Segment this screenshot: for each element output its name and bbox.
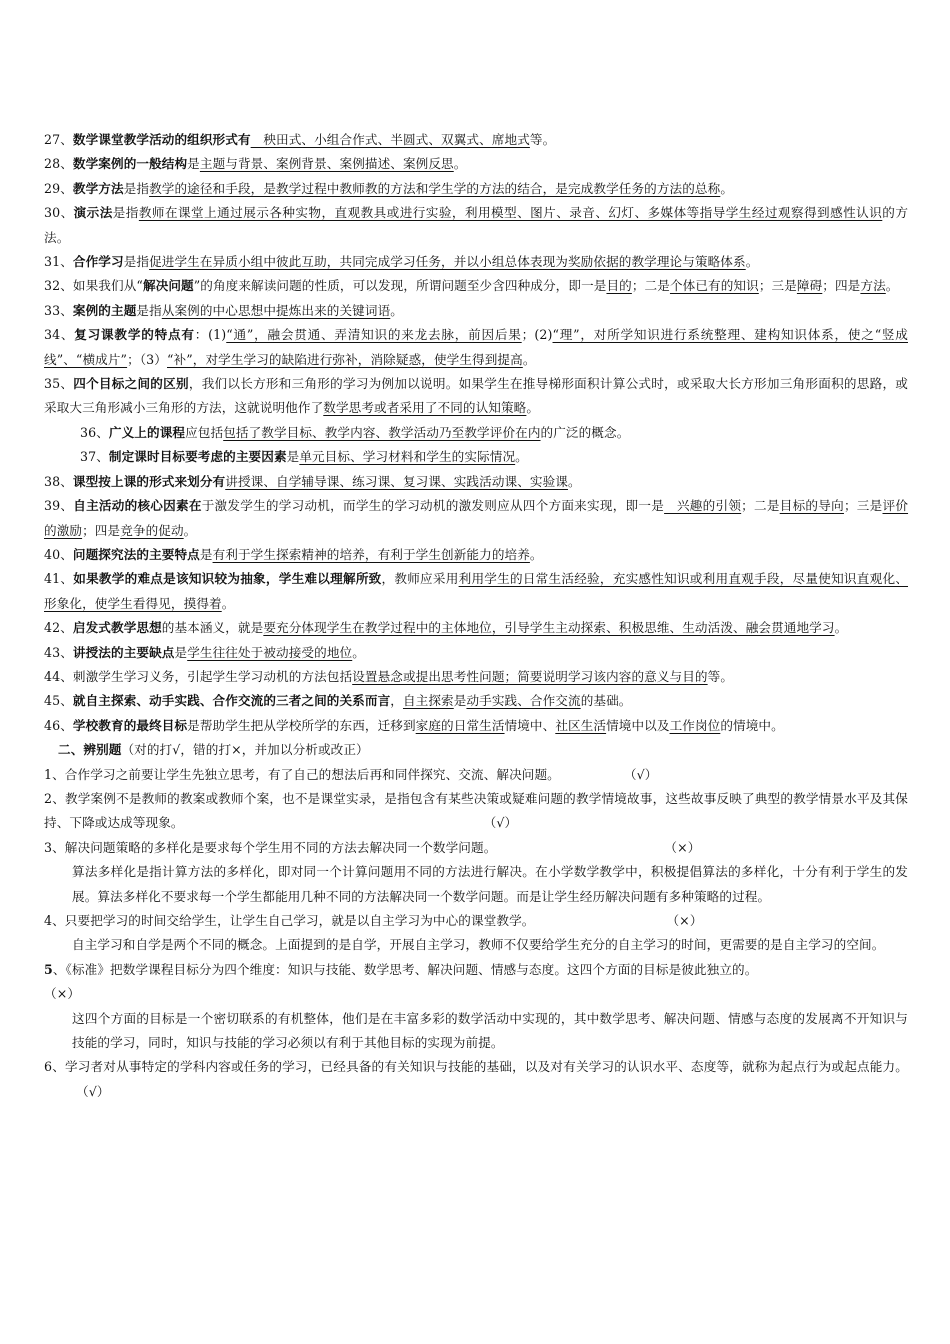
item-36 (44, 421, 908, 445)
item-answer: 从案例的中心思想中提炼出来的关键词语 (161, 302, 391, 318)
item-answer: 社区生活 (555, 717, 607, 733)
item-text: 如果我们从“ (72, 278, 143, 294)
item-term: 制定课时目标要考虑的主要因素 (108, 449, 287, 465)
item-answer: “补”，对学生学习的缺陷进行弥补，消除疑惑，使学生得到提高 (167, 351, 523, 367)
judge-item-5 (44, 958, 908, 1007)
item-number: 40、 (44, 546, 73, 562)
item-term: 课型按上课的形式来划分有 (72, 473, 226, 489)
item-35 (44, 372, 908, 421)
judge-statement: 6、学习者对从事特定的学科内容或任务的学习，已经具备的有关知识与技能的基础，以及对有关学习的认识水平、态度等，就称为起点行为或起点能力。 (44, 1059, 908, 1075)
item-term: 演示法 (73, 205, 113, 221)
item-number: 28、 (44, 156, 73, 172)
item-29 (44, 177, 908, 201)
item-text: 。 (522, 351, 536, 367)
item-term: 复习课教学的特点有 (74, 327, 195, 343)
item-text: 是 (174, 644, 188, 660)
item-answer: 目标的导向 (779, 498, 844, 514)
item-44 (44, 665, 908, 689)
item-answer: “通”，融会贯通、弄清知识的来龙去脉，前因后果 (226, 327, 522, 343)
item-answer: 兴趣的引领 (664, 498, 742, 514)
item-number: 45、 (44, 693, 73, 709)
document-body (44, 128, 908, 1104)
item-answer: 教师在课堂上通过展示各种实物，直观教具或进行实验，利用模型、图片、录音、幻灯、多媒体等指导学生经过观察得到感性认识 (138, 205, 883, 221)
item-answer: 有利于学生探索精神的培养，有利于学生创新能力的培养 (212, 546, 530, 562)
item-text: 。 (834, 620, 848, 636)
item-text: 的基本涵义，就是 (161, 620, 264, 636)
item-text: 应包括 (185, 424, 224, 440)
item-answer: 设置悬念或提出思考性问题；简要说明学习该内容的意义与目的 (352, 668, 708, 684)
judge-item-6 (44, 1055, 908, 1104)
item-term: 案例的主题 (72, 302, 137, 318)
item-text: 刺激学生学习义务，引起学生学习动机的方法包括 (72, 668, 353, 684)
item-text: 等。 (707, 668, 734, 684)
item-text: 等。 (529, 132, 556, 147)
judge-explanation-5 (44, 1007, 908, 1056)
item-term: 学校教育的最终目标 (72, 717, 188, 733)
item-text: ，教师应采用 (381, 571, 459, 587)
judge-mark: （×） (664, 839, 701, 855)
item-text: 是 (199, 546, 213, 562)
item-32 (44, 274, 908, 298)
item-text: 。 (526, 400, 540, 416)
item-text: 。 (390, 302, 403, 318)
item-46 (44, 714, 908, 738)
section-title: 二、辨别题 (58, 742, 122, 758)
judge-statement: 4、只要把学习的时间交给学生，让学生自己学习，就是以自主学习为中心的课堂教学。 (44, 913, 535, 928)
judge-explanation: 自主学习和自学是两个不同的概念。上面提到的是自学，开展自主学习，教师不仅要给学生充分的自主学习的时间，更需要的是自主学习的空间。 (72, 937, 885, 953)
item-45 (44, 689, 908, 713)
item-number: 34、 (44, 327, 75, 343)
item-number: 41、 (44, 571, 74, 587)
item-text: ；四是 (822, 278, 861, 294)
item-text: 情境中、 (504, 717, 556, 733)
item-answer: 竞争的促动 (120, 522, 184, 538)
item-text: 。 (567, 473, 581, 489)
item-text: 是 (187, 156, 200, 172)
item-text: 是帮助学生把从学校所学的东西，迁移到 (187, 717, 416, 733)
item-answer: 目的 (606, 278, 632, 294)
judge-item-4 (44, 909, 908, 933)
item-38 (44, 470, 908, 494)
item-text: 是指 (112, 205, 139, 221)
judge-number: 5 (44, 961, 53, 977)
judge-statement: 2、教学案例不是教师的教案或教师个案，也不是课堂实录，是指包含有某些决策或疑难问题的教学情境故事，这些故事反映了典型的教学情景水平及其保持、下降或达成等现象。 (44, 790, 908, 831)
item-number: 44、 (44, 668, 73, 684)
item-answer: 秧田式、小组合作式、半圆式、双翼式、席地式 (250, 132, 530, 147)
judge-mark: （√） (623, 766, 658, 782)
item-text: 的基础。 (580, 693, 632, 709)
judge-item-1 (44, 763, 908, 787)
judge-explanation: 算法多样化是指计算方法的多样化，即对同一个计算问题用不同的方法进行解决。在小学数学教学中，积极提倡算法的多样化，十分有利于学生的发展。算法多样化不要求每一个学生都能用几种不同的方法解决同一个数学问题。而是让学生经历解决问题有多种策略的过程。 (72, 864, 908, 904)
item-text: ；（3） (127, 351, 167, 367)
item-term: 解决问题 (142, 278, 194, 294)
item-text: ， (390, 693, 403, 709)
judge-mark: （√） (483, 815, 518, 831)
item-answer: 教学的途径和手段，是教学过程中教师教的方法和学生学的方法的结合，是完成教学任务的方法的总称 (149, 180, 721, 196)
item-text: 。 (529, 546, 543, 562)
item-text: ，我们以长方形和三角形的学习为例加以说明。如果学生在推导梯形面积计算公式时，或采取大长方形加三角形面积的思路，或采取大三角形减小三角形的方法，这就说明他作了 (44, 376, 909, 416)
item-answer: 要充分体现学生在教学过程中的主体地位，引导学生主动探索、积极思维、生动活泼、融会贯通地学习 (263, 620, 835, 636)
judge-item-3 (44, 836, 908, 860)
item-41 (44, 567, 908, 616)
item-number: 27、 (44, 132, 73, 147)
item-number: 39、 (44, 498, 74, 514)
item-number: 31、 (44, 254, 73, 270)
item-number: 43、 (44, 644, 73, 660)
judge-statement: 1、合作学习之前要让学生先独立思考，有了自己的想法后再和同伴探究、交流、解决问题。 (44, 766, 560, 782)
item-number: 30、 (44, 205, 74, 221)
item-text: 的方法。 (44, 205, 909, 245)
item-term: 教学方法 (72, 180, 124, 196)
item-text: 的广泛的概念。 (540, 424, 630, 440)
item-text: 。 (352, 644, 365, 660)
item-answer: 工作岗位 (669, 717, 721, 733)
judge-explanation-4 (44, 933, 908, 957)
item-term: 讲授法的主要缺点 (72, 644, 175, 660)
item-term: 就自主探索、动手实践、合作交流的三者之间的关系而言 (72, 693, 391, 709)
judge-explanation: 这四个方面的目标是一个密切联系的有机整体，他们是在丰富多彩的数学活动中实现的，其中数学思考、解决问题、情感与态度的发展离不开知识与技能的学习，同时，知识与技能的学习必须以有利于其他目标的实现为前提。 (72, 1010, 908, 1051)
item-39 (44, 494, 908, 543)
item-term: 四个目标之间的区别 (73, 376, 189, 392)
item-number: 33、 (44, 302, 73, 318)
item-answer: 数学思考或者采用了不同的认知策略 (323, 400, 527, 416)
item-answer: 促进学生在异质小组中彼此互助，共同完成学习任务，并以小组总体表现为奖励依据的教学理论与策略体系 (149, 254, 746, 270)
judge-explanation-3 (44, 860, 908, 909)
item-text: 情境中以及 (606, 717, 670, 733)
item-number: 37、 (80, 449, 109, 465)
item-text: ；三是 (843, 498, 883, 514)
item-answer: 主题与背景、案例背景、案例描述、案例反思 (199, 156, 454, 172)
item-answer: 家庭的日常生活 (415, 717, 505, 733)
item-answer: “理”，对所学知识进行系统整理、建构知识体系，使之“竖成线”、“横成片” (44, 327, 908, 367)
item-text: 于激发学生的学习动机，而学生的学习动机的激发则应从四个方面来实现，即一是 (201, 498, 665, 514)
item-term: 合作学习 (72, 254, 124, 270)
item-text: 。 (720, 180, 734, 196)
item-40 (44, 543, 908, 567)
item-term: 自主活动的核心因素在 (73, 498, 202, 514)
item-number: 42、 (44, 620, 73, 636)
item-answer: 单元目标、学习材料和学生的实际情况 (299, 449, 516, 465)
item-text: 。 (885, 278, 899, 294)
item-text: ；二是 (631, 278, 670, 294)
item-text: ”的角度来解读问题的性质，可以发现，所谓问题至少含四种成分，即一是 (193, 278, 607, 294)
item-term: 广义上的课程 (108, 424, 186, 440)
item-34 (44, 323, 908, 372)
item-31 (44, 250, 908, 274)
item-28 (44, 152, 908, 176)
item-answer: 利用学生的日常生活经验，充实感性知识或利用直观手段，尽量使知识直观化、形象化，使学生看得见，摸得着 (44, 571, 909, 611)
item-text: ：(1) (194, 327, 227, 343)
item-text: 是 (286, 449, 300, 465)
judge-statement: 、《标准》把数学课程目标分为四个维度：知识与技能、数学思考、解决问题、情感与态度。这四个方面的目标是彼此独立的。 (52, 961, 758, 977)
item-text: ；三是 (758, 278, 797, 294)
item-text: 是指 (136, 302, 162, 318)
item-text: ；二是 (741, 498, 780, 514)
item-answer: 讲授课、自学辅导课、练习课、复习课、实践活动课、实验课 (225, 473, 568, 489)
item-number: 29、 (44, 180, 73, 196)
item-text: 。 (515, 449, 528, 465)
item-text: 的情境中。 (720, 717, 784, 733)
item-term: 如果教学的难点是该知识较为抽象，学生难以理解所致 (73, 571, 382, 587)
item-text: 是 (453, 693, 467, 709)
judge-mark: （√） (76, 1083, 110, 1099)
item-number: 32、 (44, 278, 73, 294)
item-text: 是指 (123, 254, 150, 270)
item-term: 数学案例的一般结构 (72, 156, 188, 172)
item-text: 。 (453, 156, 467, 172)
item-number: 36、 (80, 424, 109, 440)
item-30 (44, 201, 908, 250)
section-note: （对的打√，错的打×，并加以分析或改正） (121, 742, 369, 758)
item-33 (44, 299, 908, 323)
item-42 (44, 616, 908, 640)
item-answer: 自主探索 (402, 693, 454, 709)
judge-mark: （×） (44, 986, 81, 1002)
item-text: 。 (183, 522, 197, 538)
item-text: ；(2) (521, 327, 553, 343)
item-term: 数学课堂教学活动的组织形式有 (72, 132, 251, 147)
item-text: 是指 (123, 180, 150, 196)
item-37 (44, 445, 908, 469)
item-answer: 方法 (860, 278, 886, 294)
item-text: ；四是 (82, 522, 121, 538)
item-number: 46、 (44, 717, 73, 733)
item-text: 。 (221, 595, 235, 611)
item-term: 问题探究法的主要特点 (72, 546, 200, 562)
item-answer: 障碍 (796, 278, 823, 294)
item-43 (44, 641, 908, 665)
judge-mark: （×） (666, 913, 703, 928)
item-27 (44, 128, 908, 152)
item-answer: 包括了教学目标、教学内容、教学活动乃至教学评价在内 (223, 424, 541, 440)
item-answer: 评价的激励 (44, 498, 909, 538)
judge-item-2 (44, 787, 908, 836)
item-answer: 动手实践、合作交流 (466, 693, 581, 709)
item-number: 35、 (44, 376, 74, 392)
item-number: 38、 (44, 473, 73, 489)
item-term: 启发式教学思想 (72, 620, 162, 636)
judge-statement: 3、解决问题策略的多样化是要求每个学生用不同的方法去解决同一个数学问题。 (44, 839, 497, 855)
item-answer: 个体已有的知识 (669, 278, 759, 294)
section-heading (44, 738, 908, 762)
item-answer: 学生往往处于被动接受的地位 (187, 644, 353, 660)
item-text: 。 (745, 254, 759, 270)
